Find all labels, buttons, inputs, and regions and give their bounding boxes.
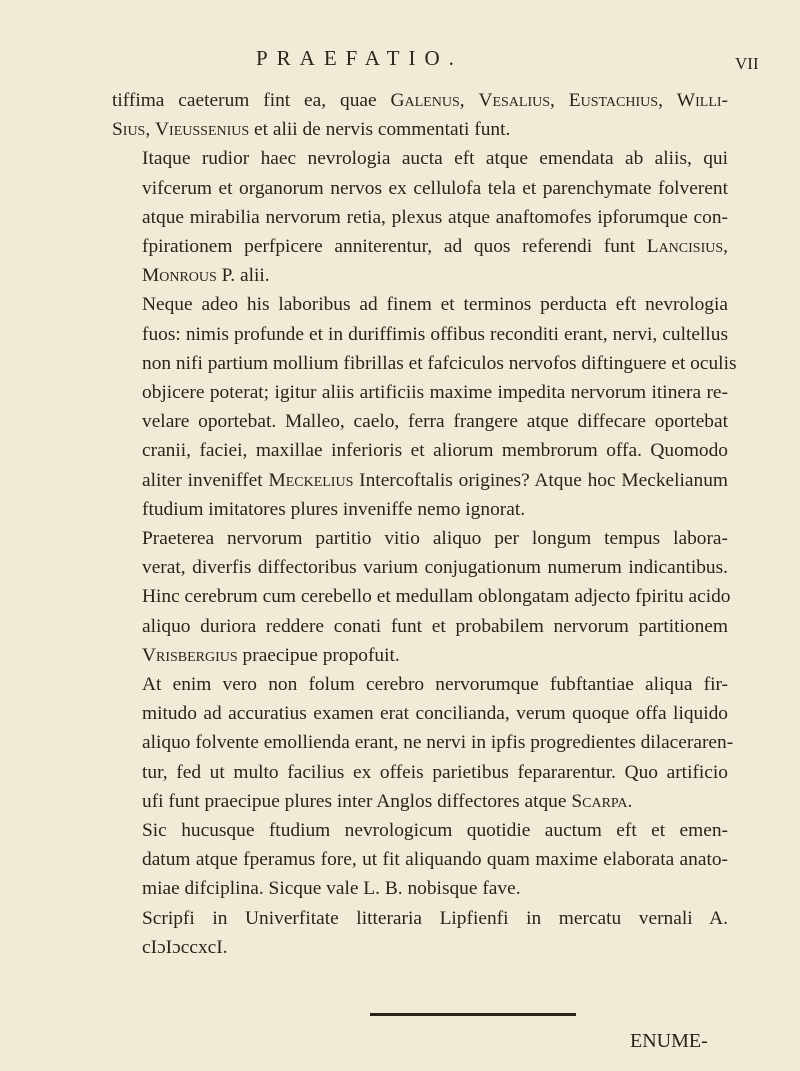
text-line: miae difciplina. Sicque vale L. B. nobisque fave. xyxy=(142,878,521,900)
paragraph xyxy=(112,524,731,670)
paragraph xyxy=(112,670,734,816)
text-line: Itaque rudior haec nevrologia aucta eft atque emendata ab aliis, qui xyxy=(142,148,728,170)
text-line: aliquo duriora reddere conati funt et probabilem nervorum partitionem xyxy=(142,615,728,637)
text-line: verat, diverfis diffectoribus varium conjugationum numerum indicantibus. xyxy=(142,557,728,579)
paragraph xyxy=(112,290,737,524)
text-line: Vrisbergius praecipue propofuit. xyxy=(142,644,400,666)
text-line: datum atque fperamus fore, ut fit aliquando quam maxime elaborata anato- xyxy=(142,849,728,871)
text-line: At enim vero non folum cerebro nervorumque fubftantiae aliqua fir- xyxy=(142,674,728,696)
text-line: Praeterea nervorum partitio vitio aliquo per longum tempus labora- xyxy=(142,528,728,550)
text-line: Monrous P. alii. xyxy=(142,265,270,287)
text-line: atque mirabilia nervorum retia, plexus atque anaftomofes ipforumque con- xyxy=(142,206,728,228)
text-line: Neque adeo his laboribus ad finem et terminos perducta eft nevrologia xyxy=(142,294,728,316)
text-line: mitudo ad accuratius examen erat concilianda, verum quoque offa liquido xyxy=(142,703,728,725)
body-text xyxy=(112,86,737,962)
page-number: VII xyxy=(735,54,759,73)
text-line: fpirationem perfpicere anniterentur, ad quos referendi funt Lancisius, xyxy=(142,236,728,258)
text-line: cIɔIɔccxcI. xyxy=(142,936,228,958)
text-line: ftudium imitatores plures inveniffe nemo ignorat. xyxy=(142,498,526,520)
text-line: aliter inveniffet Meckelius Intercoftalis origines? Atque hoc Meckelianum xyxy=(142,469,728,491)
paragraph xyxy=(112,86,728,144)
text-line: Scripfi in Univerfitate litteraria Lipfienfi in mercatu vernali A. xyxy=(142,907,728,929)
text-line: fuos: nimis profunde et in duriffimis offibus reconditi erant, nervi, cultellus xyxy=(142,323,728,345)
paragraph xyxy=(112,144,728,290)
text-line: ufi funt praecipue plures inter Anglos diffectores atque Scarpa. xyxy=(142,790,633,812)
text-line: velare oportebat. Malleo, caelo, ferra frangere atque diffecare oportebat xyxy=(142,411,728,433)
text-line: cranii, faciei, maxillae inferioris et aliorum membrorum offa. Quomodo xyxy=(142,440,728,462)
paragraph xyxy=(112,904,728,962)
text-line: tiffima caeterum fint ea, quae Galenus, Vesalius, Eustachius, Willi- xyxy=(112,90,728,111)
text-line: vifcerum et organorum nervos ex cellulofa tela et parenchymate folverent xyxy=(142,177,728,199)
text-line: objicere poterat; igitur aliis artificiis maxime impedita nervorum itinera re- xyxy=(142,382,728,404)
catchword: ENUME- xyxy=(630,1030,708,1052)
text-line: Sius, Vieussenius et alii de nervis commentati funt. xyxy=(112,119,511,141)
text-line: aliquo folvente emollienda erant, ne nervi in ipfis progredientes dilacerаren- xyxy=(142,732,734,754)
text-line: Hinc cerebrum cum cerebello et medullam oblongatam adjecto fpiritu acido xyxy=(142,586,731,608)
text-line: Sic hucusque ftudium nevrologicum quotidie auctum eft et emen- xyxy=(142,820,728,842)
running-title: PRAEFATIO. xyxy=(256,46,463,70)
closing-rule xyxy=(370,1013,576,1016)
paragraph xyxy=(112,816,728,904)
page-header xyxy=(0,44,800,74)
text-line: tur, fed ut multo facilius ex offeis parietibus fepararentur. Quo artificio xyxy=(142,761,728,783)
text-line: non nifi partium mollium fibrillas et fafciculos nervofos diftinguere et oculis xyxy=(142,352,737,374)
